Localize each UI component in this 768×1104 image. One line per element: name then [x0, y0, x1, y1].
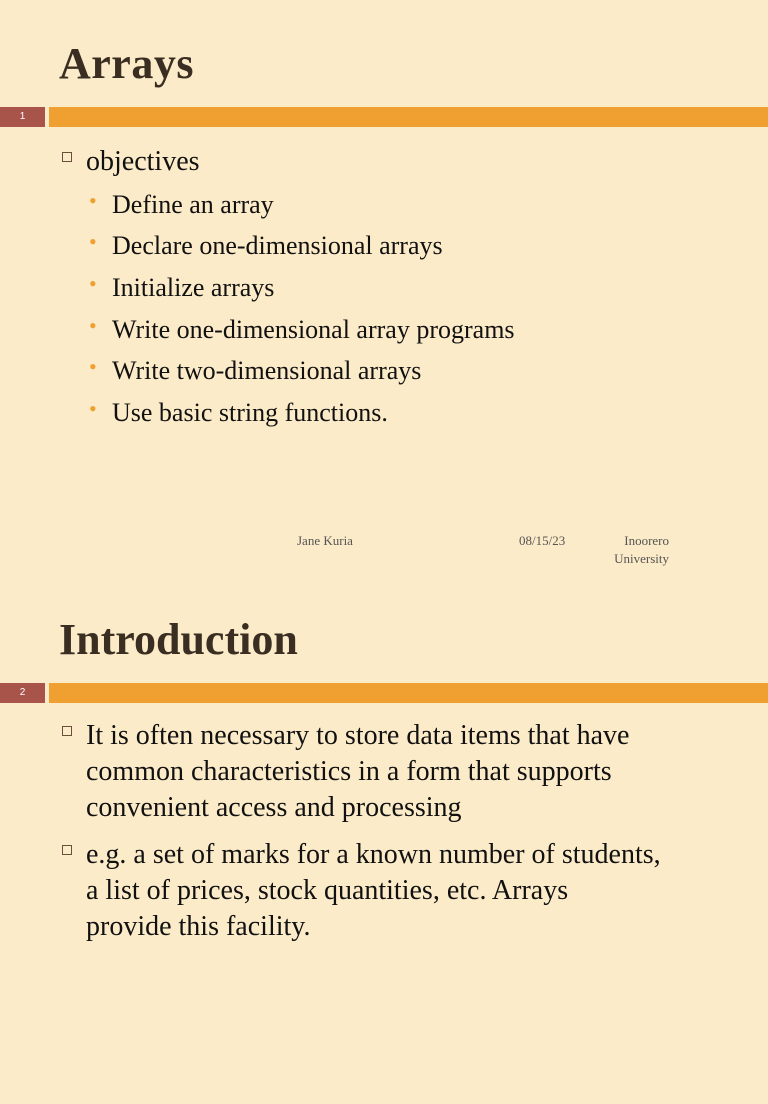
sub-bullet-text: Use basic string functions.: [112, 398, 388, 427]
slide-number: 2: [0, 683, 45, 703]
dot-bullet-icon: •: [89, 271, 97, 296]
accent-strip: [49, 107, 768, 127]
sub-bullet-text: Initialize arrays: [112, 273, 275, 302]
slide-number: 1: [0, 107, 45, 127]
sub-bullet: [89, 190, 274, 220]
sub-bullet-text: Define an array: [112, 190, 274, 219]
main-bullet: [62, 718, 629, 826]
footer-author: Jane Kuria: [297, 533, 353, 548]
bullet-line: convenient access and processing: [86, 792, 462, 823]
square-bullet-icon: [62, 152, 72, 162]
dot-bullet-icon: •: [89, 313, 97, 338]
sub-bullet-text: Write two-dimensional arrays: [112, 356, 422, 385]
footer-institution-line1: Inoorero: [624, 533, 669, 548]
sub-bullet: [89, 398, 388, 428]
footer-date: 08/15/23: [519, 533, 566, 548]
dot-bullet-icon: •: [89, 229, 97, 254]
sub-bullet: [89, 273, 274, 303]
main-bullet: [62, 837, 661, 945]
bullet-line: It is often necessary to store data items that have: [86, 720, 630, 751]
title-bar: [0, 683, 768, 703]
slide-title: Introduction: [59, 615, 298, 664]
accent-strip: [49, 683, 768, 703]
main-bullet-text: objectives: [86, 146, 200, 177]
square-bullet-icon: [62, 845, 72, 855]
footer-institution-line2: University: [614, 551, 669, 566]
slide-title: Arrays: [59, 39, 194, 88]
dot-bullet-icon: •: [89, 396, 97, 421]
bullet-line: common characteristics in a form that supports: [86, 756, 612, 787]
title-bar: [0, 107, 768, 127]
sub-bullet-text: Write one-dimensional array programs: [112, 315, 515, 344]
slide-2: [0, 592, 768, 1104]
sub-bullet: [89, 356, 421, 386]
bullet-line: a list of prices, stock quantities, etc. Arrays: [86, 875, 569, 906]
bullet-line: e.g. a set of marks for a known number of students,: [86, 839, 661, 870]
bullet-line: provide this facility.: [86, 911, 311, 942]
sub-bullet: [89, 315, 515, 345]
footer-institution: [607, 532, 669, 568]
square-bullet-icon: [62, 726, 72, 736]
sub-bullet: [89, 231, 443, 261]
dot-bullet-icon: •: [89, 188, 97, 213]
main-bullet: [62, 144, 200, 180]
sub-bullet-text: Declare one-dimensional arrays: [112, 231, 443, 260]
dot-bullet-icon: •: [89, 354, 97, 379]
